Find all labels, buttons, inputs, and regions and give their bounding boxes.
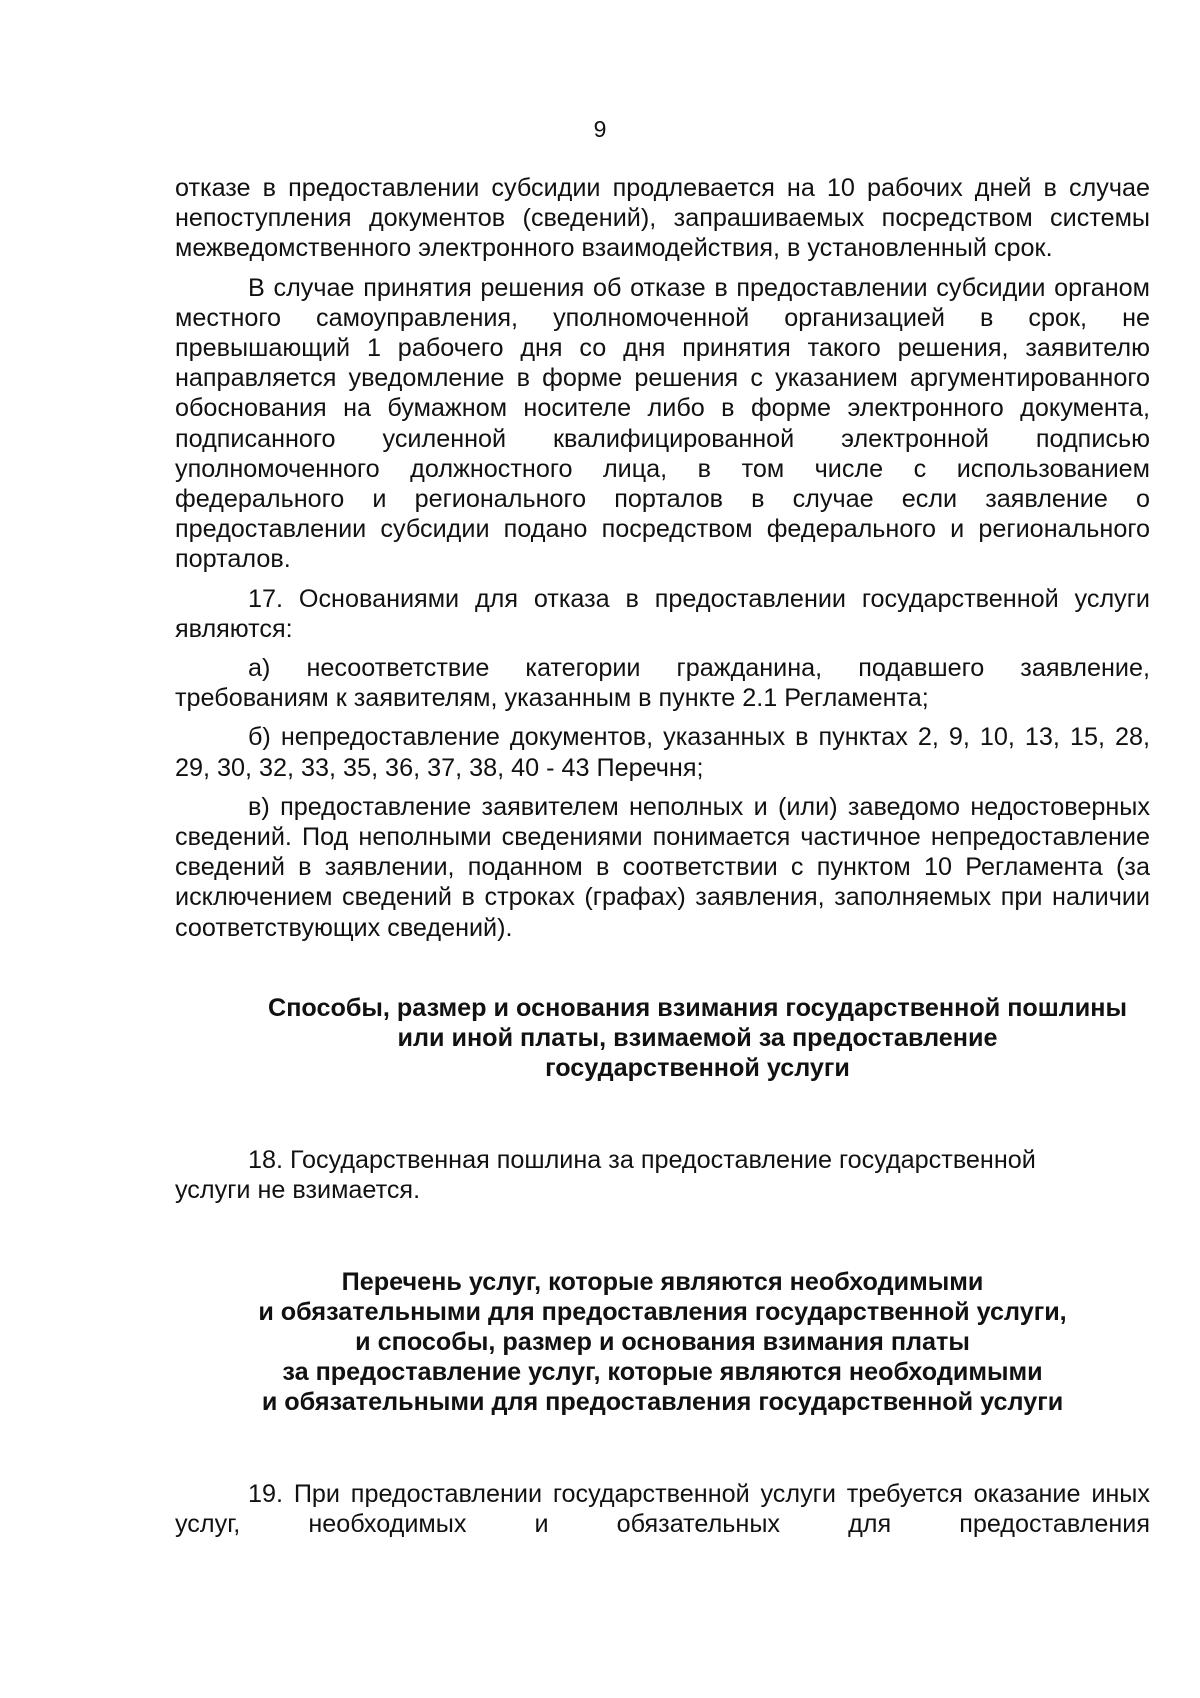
heading-line: государственной услуги xyxy=(545,1053,850,1082)
page-number: 9 xyxy=(593,116,607,142)
paragraph-17a: а) несоответствие категории гражданина, подавшего заявление, требованиям к заявителям, указанным в пункте 2.1 Регламента; xyxy=(175,654,1150,713)
paragraph-17c: в) предоставление заявителем неполных и (или) заведомо недостоверных сведений. Под неполными сведениями понимается частичное непредоставление сведений в заявлении, поданном в соответствии с пунктом 10 Регламента (за исключением сведений в строках (графах) заявления, заполняемых при наличии соответствующих сведений). xyxy=(175,792,1150,942)
paragraph-continuation: отказе в предоставлении субсидии продлевается на 10 рабочих дней в случае непоступления документов (сведений), запрашиваемых посредством системы межведомственного электронного взаимодействия, в установленный срок. xyxy=(175,174,1150,263)
heading-line: и обязательными для предоставления государственной услуги xyxy=(261,1388,1064,1417)
heading-line: или иной платы, взимаемой за предоставление xyxy=(397,1023,998,1052)
heading-line: Перечень услуг, которые являются необходимыми xyxy=(341,1268,984,1297)
heading-line: Способы, размер и основания взимания государственной пошлины xyxy=(268,993,1127,1022)
paragraph-17b: б) непредоставление документов, указанных в пунктах 2, 9, 10, 13, 15, 28, 29, 30, 32, 33, 35, 36, 37, 38, 40 - 43 Перечня; xyxy=(175,723,1150,782)
section-heading-fees xyxy=(175,993,1150,1083)
heading-line: и способы, размер и основания взимания платы xyxy=(355,1328,970,1357)
section-heading-required-services xyxy=(175,1267,1150,1417)
paragraph-17: 17. Основаниями для отказа в предоставлении государственной услуги являются: xyxy=(175,584,1150,643)
paragraph-refusal-notice: В случае принятия решения об отказе в предоставлении субсидии органом местного самоуправления, уполномоченной организацией в срок, не превышающий 1 рабочего дня со дня принятия такого решения, заявителю направляется уведомление в форме решения с указанием аргументированного обоснования на бумажном носителе либо в форме электронного документа, подписанного усиленной квалифицированной электронной подписью уполномоченного должностного лица, в том числе с использованием федерального и регионального порталов в случае если заявление о предоставлении субсидии подано посредством федерального и регионального порталов. xyxy=(175,273,1150,574)
paragraph-19: 19. При предоставлении государственной услуги требуется оказание иных услуг, необходимых и обязательных для предоставления xyxy=(175,1480,1150,1539)
paragraph-18: 18. Государственная пошлина за предоставление государственной услуги не взимается. xyxy=(175,1145,1036,1205)
heading-line: за предоставление услуг, которые являются необходимыми xyxy=(282,1358,1043,1387)
document-body xyxy=(175,173,1150,1549)
heading-line: и обязательными для предоставления государственной услуги, xyxy=(258,1298,1067,1327)
